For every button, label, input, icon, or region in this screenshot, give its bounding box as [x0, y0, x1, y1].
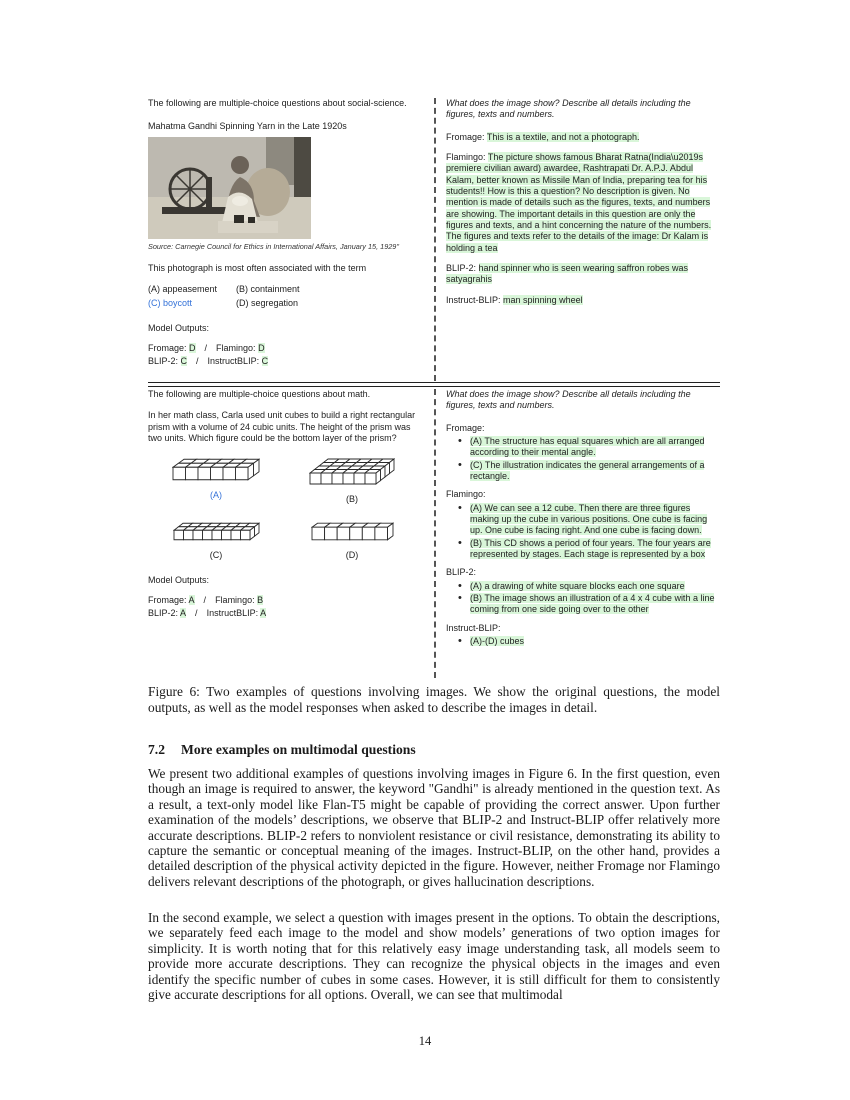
bullet-text: (B) The image shows an illustration of a 4 x 4 cube with a line coming from one side going over to the other	[470, 592, 715, 615]
answer-figures-grid	[148, 458, 420, 561]
description-group-blip2	[446, 567, 720, 615]
response-name: Flamingo:	[446, 151, 486, 162]
response-name: Fromage:	[446, 131, 485, 142]
model-name-instructblip: InstructBLIP:	[207, 356, 260, 367]
group-name: Fromage:	[446, 422, 485, 433]
response-text: hand spinner who is seen wearing saffron robes was satyagrahis	[446, 262, 688, 285]
separator: /	[203, 595, 207, 606]
response-name: Instruct-BLIP:	[446, 294, 501, 305]
model-answer-blip2: C	[180, 356, 188, 367]
cube-diagram-c	[173, 522, 260, 541]
bullet-text: (A) a drawing of white square blocks each one square	[470, 580, 685, 591]
question-text: This photograph is most often associated with the term	[148, 262, 367, 273]
example1-description-column	[436, 98, 720, 381]
separator: /	[196, 356, 199, 367]
bullet-item	[458, 503, 720, 537]
example2-description-column	[436, 389, 720, 678]
paragraph-2: In the second example, we select a question with images present in the options. To obtain the descriptions, we separately feed each image to the model and show models’ generations of two option images for simplicity. It is worth noting that for this relatively easy image understanding task, all models seem to provide more accurate descriptions. They can recognize the physical objects in the images and even identify the specific number of cubes in some cases. However, it is still difficult for them to consistently give accurate descriptions for all options. Overall, we can see that multimodal	[148, 910, 720, 1003]
model-answer-flamingo: D	[258, 343, 265, 354]
option-d: (D) segregation	[236, 297, 299, 308]
cube-label-a-correct: (A)	[210, 490, 222, 501]
gandhi-photo	[148, 137, 311, 239]
model-answer-fromage: A	[188, 595, 195, 606]
model-answer-instructblip: C	[261, 356, 269, 367]
describe-prompt: What does the image show? Describe all details including the figures, texts and numbers.	[446, 389, 691, 411]
cube-label-b: (B)	[346, 494, 358, 505]
bullet-item	[458, 581, 720, 592]
section-heading	[148, 742, 720, 758]
response-instructblip	[446, 295, 720, 306]
bullet-item	[458, 436, 720, 459]
section-number: 7.2	[148, 742, 165, 757]
separator: /	[204, 343, 208, 354]
group-name: Instruct-BLIP:	[446, 622, 501, 633]
cube-diagram-d	[311, 522, 394, 541]
option-a: (A) appeasement	[148, 284, 218, 295]
bullet-text: (A) We can see a 12 cube. Then there are three figures making up the cube in various positions. One cube is facing up. One cube is facing right. And one cube is facing down.	[470, 502, 708, 536]
model-answer-fromage: D	[189, 343, 196, 354]
example2-question-column	[148, 389, 436, 678]
model-outputs-line-2	[148, 607, 420, 620]
option-b: (B) containment	[236, 284, 300, 295]
description-group-fromage	[446, 423, 720, 483]
model-answer-instructblip: A	[260, 608, 267, 619]
model-name-blip2: BLIP-2:	[148, 608, 179, 619]
option-c-correct: (C) boycott	[148, 297, 193, 308]
model-name-blip2: BLIP-2:	[148, 356, 179, 367]
cube-label-c: (C)	[209, 549, 223, 560]
model-name-flamingo: Flamingo:	[216, 343, 256, 354]
bullet-text: (A)-(D) cubes	[470, 635, 525, 646]
bullet-item	[458, 538, 720, 561]
example-divider-rule	[148, 382, 720, 387]
figure-6	[148, 98, 720, 678]
paragraph-1: We present two additional examples of questions involving images in Figure 6. In the first question, even though an image is required to answer, the keyword "Gandhi" is already mentioned in the question text. As a result, a text-only model like Flan-T5 might be capable of providing the correct answer. Upon further examination of the models’ descriptions, we observe that BLIP-2 and Instruct-BLIP offer relatively more accurate descriptions. BLIP-2 refers to nonviolent resistance or civil resistance, demonstrating its ability to capture the semantic or conceptual meaning of the images. Instruct-BLIP, on the other hand, provides a detailed description of the physical activity depicted in the figure. However, neither Fromage nor Flamingo delivers relevant descriptions of the photograph, or gives hallucination descriptions.	[148, 766, 720, 889]
description-group-instructblip	[446, 623, 720, 648]
model-name-fromage: Fromage:	[148, 595, 187, 606]
cube-figure-b	[284, 458, 420, 505]
response-name: BLIP-2:	[446, 262, 477, 273]
gandhi-photo-graphic	[148, 137, 311, 239]
describe-prompt: What does the image show? Describe all details including the figures, texts and numbers.	[446, 98, 691, 120]
cube-diagram-b	[309, 458, 395, 485]
model-outputs-line-1	[148, 594, 420, 607]
response-blip2	[446, 263, 720, 286]
description-group-flamingo	[446, 489, 720, 560]
image-source: Source: Carnegie Council for Ethics in International Affairs, January 15, 1929"	[148, 241, 399, 251]
image-title: Mahatma Gandhi Spinning Yarn in the Late 1920s	[148, 121, 347, 132]
group-name: Flamingo:	[446, 489, 486, 500]
response-text: The picture shows famous Bharat Ratna(India\u2019s premiere civilian award) awardee, Rashtrapati Dr. A.P.J. Abdul Kalam, better known as Missile Man of India, preparing tea for his students!! How is this a question? No description is given. No mention is made of details such as the figures, texts, and numbers are showing. The important details in this question are only the figures and texts, and a hint concerning the nature of the numbers. The figures and texts refer to the details of the image: Dr Kalam is holding a tea	[446, 151, 712, 253]
model-name-fromage: Fromage:	[148, 343, 187, 354]
question-intro: The following are multiple-choice questions about math.	[148, 389, 371, 399]
response-text: man spinning wheel	[503, 294, 583, 305]
page-number: 14	[418, 1034, 432, 1048]
bullet-text: (A) The structure has equal squares which are all arranged according to their mental angle.	[470, 435, 705, 458]
bullet-item	[458, 593, 720, 616]
cube-figure-d	[284, 522, 420, 561]
figure-example-1	[148, 98, 720, 381]
bullet-text: (C) The illustration indicates the general arrangements of a rectangle.	[470, 459, 705, 481]
group-name: BLIP-2:	[446, 567, 477, 578]
model-outputs-line-1	[148, 342, 420, 355]
figure-caption: Figure 6: Two examples of questions involving images. We show the original questions, the model outputs, as well as the model responses when asked to describe the images in detail.	[148, 684, 720, 715]
question-intro: The following are multiple-choice questions about social-science.	[148, 98, 407, 108]
example1-question-column	[148, 98, 436, 381]
bullet-item	[458, 636, 720, 647]
response-flamingo	[446, 152, 720, 254]
response-text: This is a textile, and not a photograph.	[486, 131, 640, 142]
model-outputs-label: Model Outputs:	[148, 322, 210, 333]
model-outputs-line-2	[148, 355, 420, 368]
options-grid	[148, 284, 420, 309]
model-answer-flamingo: B	[257, 595, 264, 606]
model-answer-blip2: A	[180, 608, 187, 619]
bullet-text: (B) This CD shows a period of four years. The four years are represented by stages. Each stage is represented by a box	[470, 537, 711, 559]
section-title: More examples on multimodal questions	[181, 742, 416, 757]
model-name-instructblip: InstructBLIP:	[206, 608, 259, 619]
question-text: In her math class, Carla used unit cubes to build a right rectangular prism with a volume of 24 cubic units. The height of the prism was two units. Which figure could be the bottom layer of the prism?	[148, 410, 416, 443]
cube-figure-c	[148, 522, 284, 561]
bullet-item	[458, 460, 720, 483]
cube-label-d: (D)	[345, 549, 359, 560]
model-outputs-label: Model Outputs:	[148, 574, 210, 585]
separator: /	[195, 608, 198, 619]
cube-diagram-a	[172, 458, 260, 481]
cube-figure-a	[148, 458, 284, 505]
model-name-flamingo: Flamingo:	[215, 595, 255, 606]
figure-example-2	[148, 389, 720, 678]
response-fromage	[446, 132, 720, 143]
